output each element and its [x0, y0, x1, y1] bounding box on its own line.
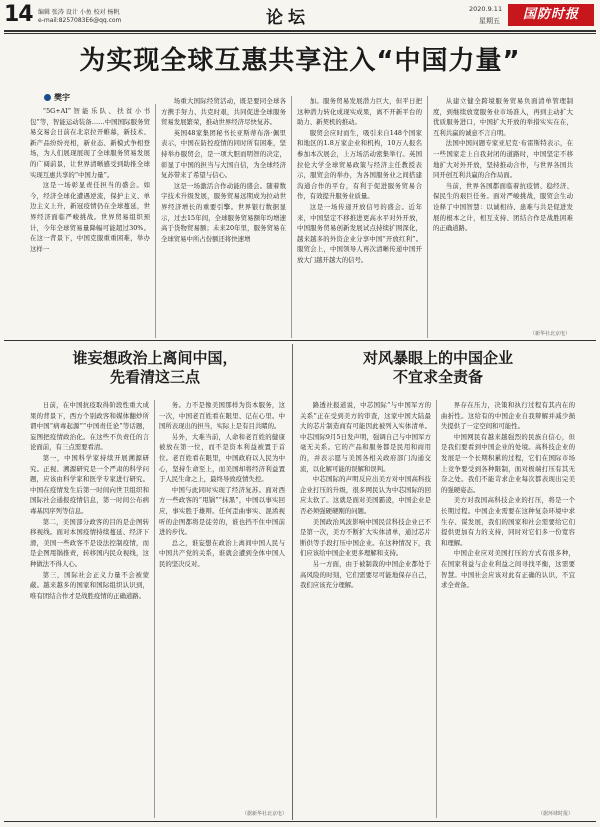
section-rule [4, 340, 596, 341]
paragraph: 第一，中国科学家持续开展溯源研究。正视、溯源研究是一个严肃的科学问题，应该由科学家和医学专家进行研究。中国在疫情发生后第一时间向世卫组织和国际社会通报疫情信息，第一时间公布病毒基因序列等信息。 [30, 453, 149, 515]
paragraph: 第三，国际社会正义力量不会被蒙蔽。越来越多的国家和国际组织认识到，唯有团结合作才是战胜疫情的正确道路。 [30, 570, 149, 600]
main-author [44, 92, 70, 103]
paragraph: 日前，在中国抗疫取得阶段性重大成果的背景下，西方个别政客和媒体翻炒所谓中国“病毒起源”“中国责任论”等话题，妄图把疫情政治化。在这些不负责任的言论面前，有三点需要看清。 [30, 401, 149, 452]
issue-weekday: 星期五 [479, 17, 500, 25]
paragraph: 加。服务贸易发展潜力巨大，但平日把这种潜力转化成现实成果，离不开新平台的助力、新契机的推动。 [297, 97, 422, 127]
left-headline-line1: 谁妄想政治上离间中国， [72, 349, 238, 367]
left-column-1 [30, 400, 149, 818]
paragraph: 美方对我国高科技企业的打压，将是一个长期过程。中国企业需要在这种复杂环境中求生存、谋发展，我们的国家和社会需要给它们提供更加有力的支持，同时对它们多一份宽容和理解。 [441, 496, 575, 547]
email-line: e-mail:8257083E6@qq.com [38, 17, 122, 24]
left-headline [30, 349, 280, 387]
paragraph: 当前，世界各国都面临着抗疫情、稳经济、保民生的艰巨任务。面对严峻挑战，服贸会生动诠释了中国智慧：以诚相待、患难与共是促进发展的根本之计，相互支持、团结合作是战胜困难的正确道路。 [433, 181, 573, 233]
column-divider [427, 96, 428, 338]
editors-line: 编辑 张涛 设计 小鱼 校对 杨帆 [38, 9, 120, 16]
right-column-2 [441, 400, 575, 808]
issue-date: 2020.9.11 [469, 5, 503, 13]
column-divider [436, 400, 437, 818]
column-divider [154, 400, 155, 818]
paragraph: 第二，美国部分政客的目的是企图转移视线。面对本国疫情持续蔓延、经济下滑，美国一些政客不是设法控制疫情，而是企图甩锅推责，转移国内民众视线，这种做法不得人心。 [30, 517, 149, 568]
paragraph: 这是一场传递开放信号的盛会。近年来，中国坚定不移推进更高水平对外开放，中国服务贸易创新发展试点持续扩围深化，越来越多的外资企业分享中国“开放红利”。服贸会上，中国领导人再次清晰传递中国开放大门越开越大的信号。 [297, 202, 422, 264]
header-rule-thin [4, 33, 596, 34]
paragraph: 这是一场激活合作动能的盛会。随着数字技术升级发展，服务贸易远期成为拉动世界经济增长的重要引擎。世界银行数据显示，过去15年间，全球服务贸易额年均增速高于货物贸易额；未来20年里，服务贸易在全球贸易中所占份额还将快速增 [161, 181, 286, 243]
paragraph: 务。力不是像美国那样为资本服务，这一次，中国老百姓看在眼里、记在心里。中国所表现出的担当，实际上是有目共睹的。 [159, 401, 285, 431]
paragraph: 法国中国问题专家亚尼克·布雷斯特表示，在一些国家走上自我封闭的道路时，中国坚定不移地扩大对外开放，坚持推动合作，与世界各国共同开创互利共赢的合作局面。 [433, 139, 573, 180]
main-column-4 [433, 96, 573, 328]
author-name: 樊宇 [54, 93, 70, 102]
right-credit: （据环球时报） [538, 811, 574, 817]
paragraph: 场重大国际经贸活动，既是要同全球各方携手努力、共克时艰，共同促进全球服务贸易发展繁荣，推动世界经济尽快复苏。 [161, 97, 286, 127]
left-credit: （据新华社北京电） [242, 811, 288, 817]
paragraph: 路透社报道说，中芯国际“与中国军方的关系”正在受到美方的审查，这家中国大陆最大的芯片制造商有可能因此被列入实体清单。中芯国际9月5日发声明，强调自己与中国军方毫无关系。它的产品和服务都是民用和商用的，并表示愿与美国各相关政府部门沟通交流，以化解可能的误解和误判。 [300, 401, 431, 473]
right-headline-line1: 对风暴眼上的中国企业 [362, 349, 513, 367]
column-divider [291, 96, 292, 338]
main-credit: （新华社北京电） [530, 331, 571, 337]
right-headline-line2: 不宜求全责备 [392, 368, 483, 386]
paragraph: 从建立健全跨境服务贸易负面清单管理制度，到继续放宽服务业市场准入，再到主动扩大优质服务进口，中国扩大开放的举措实实在在，互利共赢的诚意不言自明。 [433, 97, 573, 137]
paragraph: 中国网民有越来越强烈的民族自信心，但是我们要看到中国企业的处境。高科技企业的发展是一个长期积累的过程，它们在国际市场上竞争要受到各种限制，面对极端打压有其无奈之处。我们不能苛求企业每次都表现出完美的强硬姿态。 [441, 432, 575, 494]
paragraph: 总之，谁妄想在政治上离间中国人民与中国共产党的关系，谁就会遭到全体中国人民的坚决反对。 [159, 538, 285, 568]
left-headline-line2: 先看清这三点 [109, 368, 200, 386]
header-rule [4, 30, 596, 32]
paragraph: 另外，大难当前，人命和老百姓的健康被放在第一位，而不是资本利益被置于首位。老百姓看在眼里，中国政府以人民为中心，坚持生命至上，而美国却将经济利益置于人民生命之上，最终导致疫情失控。 [159, 432, 285, 484]
main-headline: 为实现全球互惠共享注入“中国力量” [79, 46, 521, 76]
paragraph: 中国与此同时实现了经济复苏。面对西方一些政客的“甩锅”“抹黑”，中国以事实回应，事实胜于雄辩。任何歪曲事实、混淆视听的企图都将是徒劳的，谁也挡不住中国前进的步伐。 [159, 485, 285, 537]
page-number: 14 [4, 2, 33, 27]
paragraph: 服贸会应时而生，吸引来自148个国家和地区的1.8万家企业和机构，10万人报名参加本次展会，上万场活动密集举行。英国拉伦大学全球贸易政策与经济主任教授表示，服贸会的举办，为各国服务业之间搭建沟通合作的平台，有利于促进服务贸易合作，有效提升服务业质量。 [297, 128, 422, 201]
right-headline [300, 349, 576, 387]
masthead-logo: 国防时报 [508, 4, 594, 26]
main-column-1 [30, 106, 150, 338]
main-column-2 [161, 96, 286, 338]
paragraph: 中芯国际的声明反应出美方对中国高科技企业打压的升级，很多网民认为中芯国际的回应太软了。这就是面对美国霸凌，中国企业是否必须强硬硬刚的问题。 [300, 475, 431, 515]
right-column-1 [300, 400, 431, 818]
page-header [0, 0, 600, 30]
main-column-3 [297, 96, 422, 338]
paragraph: 英国48家集团秘书长亚斯蒂布洛·佩里表示，中国在防控疫情的同时所有困难，坚持举办服贸会，是一项大胆而明智的决定，彰显了中国的担当与大国自信，为全球经济复苏带来了希望与信心。 [161, 128, 286, 180]
article-divider [292, 344, 293, 820]
section-title: 论坛 [266, 8, 310, 28]
paragraph: 这是一场彰显责任担当的盛会。如今，经济全球化遭遇逆流，保护主义、单边主义上升，新冠疫情仍在全球蔓延，世界经济面临严峻挑战。世界贸易组织预计，今年全球贸易量降幅可能超过30%。在这一背景下，中国克服重重困难，举办这样一 [30, 181, 150, 253]
paragraph: “5G+AI”智能乐队、扶贫小书包”等，智能运动装备……中国国际服务贸易交易会日前在北京拉开帷幕，新技术、新产品纷纷亮相，新业态、新模式争相登场，为人们展现展现了全球服务贸易发展的广阔前景，让世界清晰感受到助推全球实现互惠共享的“中国力量”。 [30, 107, 150, 179]
author-icon [44, 94, 51, 101]
column-divider [155, 104, 156, 338]
paragraph: 另一方面，由于被制裁的中国企业都处于高风险的时刻，它们需要尽可能地保存自己，我们应该充分理解。 [300, 559, 431, 590]
paragraph: 界存在压力，决策和执行过程有其内在的曲折性。这给有的中国企业自我辩解并减少损失提供了一定空间和可能性。 [441, 401, 575, 431]
paragraph: 中国企业应对美国打压的方式有很多种，在国家利益与企业利益之间寻找平衡，这需要智慧。中国社会应该对此有正确的认识，不宜求全责备。 [441, 549, 575, 590]
left-column-2 [159, 400, 285, 808]
paragraph: 美国政治风波影响中国民营科技企业已不是第一次，美方不断扩大实体清单，通过芯片断供等手段打压中国企业。在这种情况下，我们应该给中国企业更多理解和支持。 [300, 517, 431, 558]
footer-rule [4, 821, 596, 822]
